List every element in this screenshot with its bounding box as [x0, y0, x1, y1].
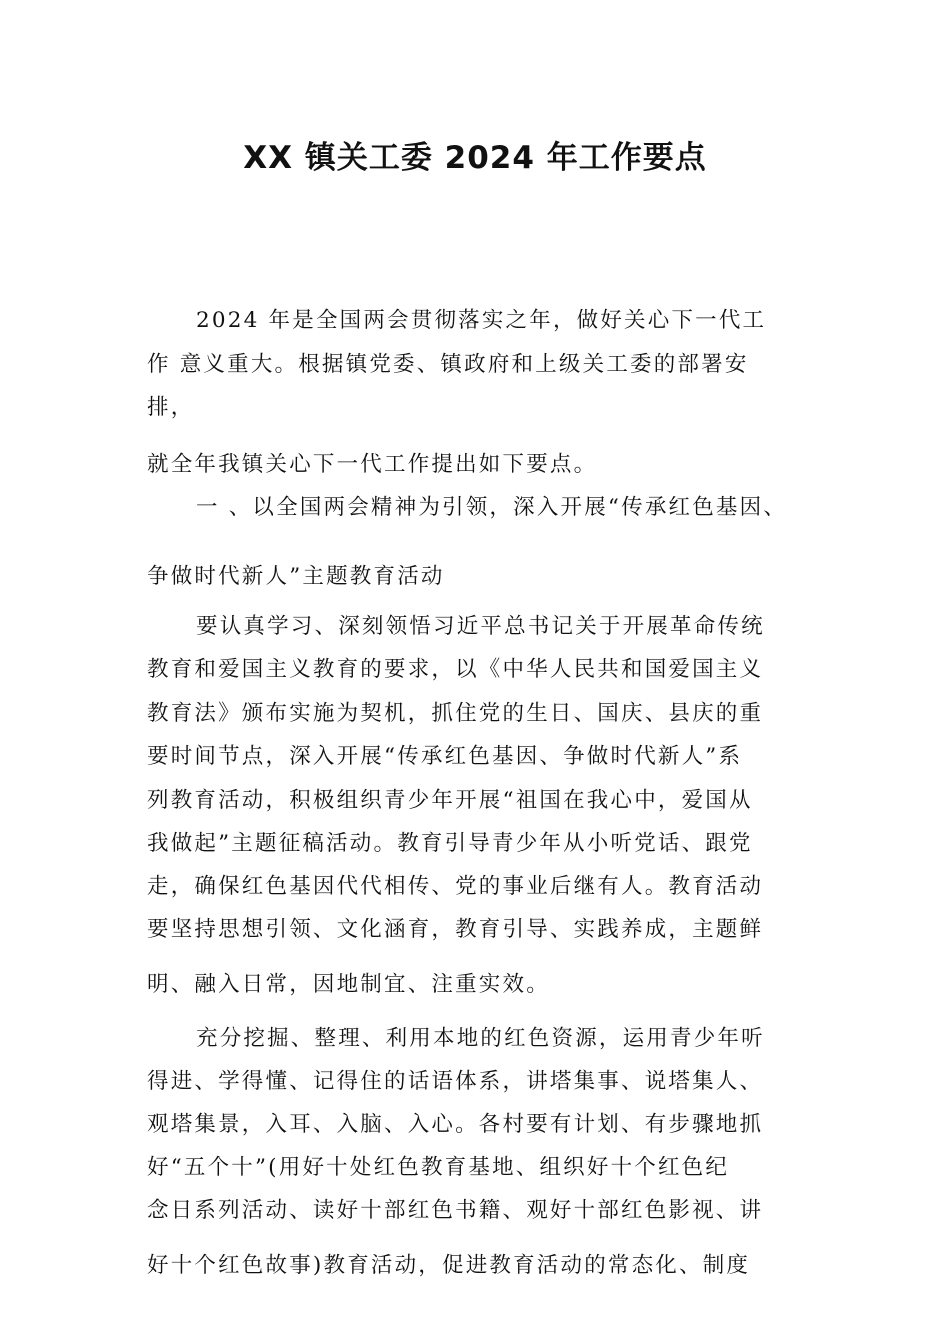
paragraph-line: 列教育活动，积极组织青少年开展“祖国在我心中，爱国从 — [147, 788, 753, 813]
paragraph-line: 得进、学得懂、记得住的话语体系，讲塔集事、说塔集人、 — [147, 1069, 764, 1094]
paragraph-line: 要坚持思想引领、文化涵育，教育引导、实践养成，主题鲜 — [147, 917, 764, 942]
paragraph-line: 我做起”主题征稿活动。教育引导青少年从小听党话、跟党 — [147, 831, 753, 856]
paragraph-line: 排， — [147, 395, 195, 420]
paragraph-line: 好“五个十”(用好十处红色教育基地、组织好十个红色纪 — [147, 1155, 730, 1180]
paragraph-line: 教育法》颁布实施为契机，抓住党的生日、国庆、县庆的重 — [147, 701, 764, 726]
paragraph-line: 观塔集景，入耳、入脑、入心。各村要有计划、有步骤地抓 — [147, 1112, 764, 1137]
paragraph-line: 好十个红色故事)教育活动，促进教育活动的常态化、制度 — [147, 1253, 751, 1278]
paragraph-line: 作 意义重大。根据镇党委、镇政府和上级关工委的部署安 — [147, 352, 749, 377]
section-heading-line: 一 、以全国两会精神为引领，深入开展“传承红色基因、 — [196, 495, 788, 520]
document-title: XX 镇关工委 2024 年工作要点 — [243, 140, 707, 176]
paragraph-line: 要时间节点，深入开展“传承红色基因、争做时代新人”系 — [147, 744, 743, 769]
paragraph-line: 念日系列活动、读好十部红色书籍、观好十部红色影视、讲 — [147, 1198, 764, 1223]
paragraph-line: 就全年我镇关心下一代工作提出如下要点。 — [147, 452, 598, 477]
paragraph-line: 2024 年是全国两会贯彻落实之年，做好关心下一代工 — [196, 308, 767, 333]
paragraph-line: 教育和爱国主义教育的要求，以《中华人民共和国爱国主义 — [147, 657, 764, 682]
paragraph-line: 要认真学习、深刻领悟习近平总书记关于开展革命传统 — [196, 614, 765, 639]
paragraph-line: 明、融入日常，因地制宜、注重实效。 — [147, 972, 550, 997]
paragraph-line: 走，确保红色基因代代相传、党的事业后继有人。教育活动 — [147, 874, 764, 899]
section-heading-line: 争做时代新人”主题教育活动 — [147, 564, 445, 589]
paragraph-line: 充分挖掘、整理、利用本地的红色资源，运用青少年听 — [196, 1026, 765, 1051]
